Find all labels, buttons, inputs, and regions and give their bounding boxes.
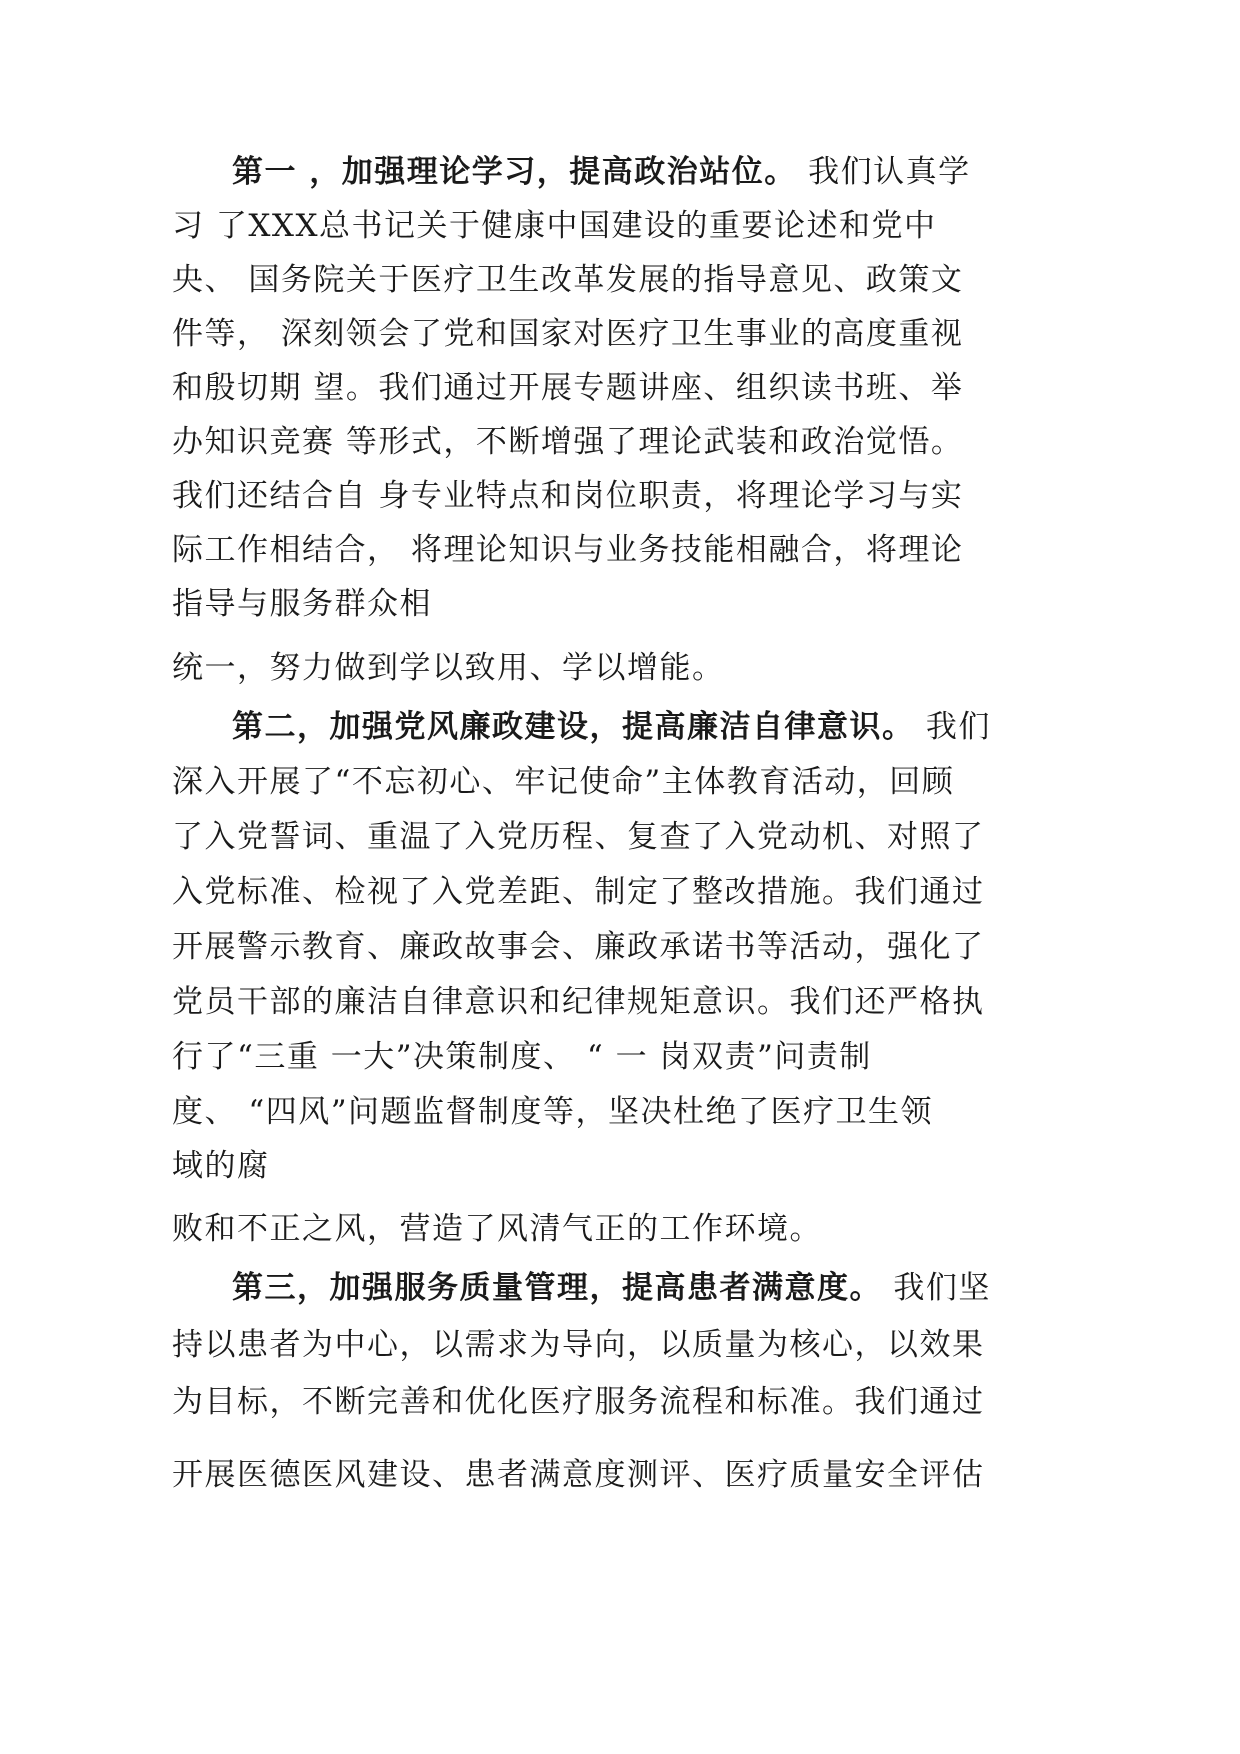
paragraph-3-line: 开展医德医风建设、患者满意度测评、医疗质量安全评估 — [172, 1457, 985, 1493]
paragraph-1-line: 统一，努力做到学以致用、学以增能。 — [172, 650, 725, 686]
paragraph-2-line: 败和不正之风，营造了风清气正的工作环境。 — [172, 1211, 822, 1247]
paragraph-1-heading: 第一 ，加强理论学习，提高政治站位。 — [232, 154, 797, 190]
paragraph-2-line: 度、 “四风”问题监督制度等，坚决杜绝了医疗卫生领 — [172, 1094, 934, 1130]
paragraph-1-line: 和殷切期 望。我们通过开展专题讲座、组织读书班、举 — [172, 370, 964, 406]
paragraph-2-line: 党员干部的廉洁自律意识和纪律规矩意识。我们还严格执 — [172, 984, 985, 1020]
paragraph-1-line: 央、 国务院关于医疗卫生改革发展的指导意见、政策文 — [172, 262, 964, 298]
paragraph-1-line: 办知识竞赛 等形式，不断增强了理论武装和政治觉悟。 — [172, 424, 964, 460]
paragraph-3-heading: 第三，加强服务质量管理，提高患者满意度。 — [232, 1270, 882, 1306]
paragraph-2-line: 开展警示教育、廉政故事会、廉政承诺书等活动，强化了 — [172, 929, 985, 965]
paragraph-2-line: 了入党誓词、重温了入党历程、复查了入党动机、对照了 — [172, 819, 985, 855]
paragraph-1-line: 际工作相结合， 将理论知识与业务技能相融合，将理论 — [172, 532, 964, 568]
paragraph-1-line: 习 了XXX总书记关于健康中国建设的重要论述和党中 — [172, 208, 937, 244]
paragraph-1-line-text: 我们认真学 — [796, 154, 971, 190]
paragraph-3-first-line — [232, 1268, 991, 1308]
paragraph-2-line: 域的腐 — [172, 1148, 270, 1184]
paragraph-2-line: 深入开展了“不忘初心、牢记使命”主体教育活动，回顾 — [172, 764, 955, 800]
paragraph-2-line: 行了“三重 一大”决策制度、 “ 一 岗双责”问责制 — [172, 1039, 872, 1075]
paragraph-1-line: 指导与服务群众相 — [172, 586, 432, 622]
paragraph-1-line: 件等， 深刻领会了党和国家对医疗卫生事业的高度重视 — [172, 316, 964, 352]
paragraph-3-line-text: 我们坚 — [882, 1270, 991, 1306]
paragraph-3-line: 为目标，不断完善和优化医疗服务流程和标准。我们通过 — [172, 1384, 985, 1420]
paragraph-2-line: 入党标准、检视了入党差距、制定了整改措施。我们通过 — [172, 874, 985, 910]
paragraph-1-line: 我们还结合自 身专业特点和岗位职责，将理论学习与实 — [172, 478, 964, 514]
paragraph-3-line: 持以患者为中心，以需求为导向，以质量为核心，以效果 — [172, 1327, 985, 1363]
paragraph-1-first-line — [232, 152, 971, 192]
paragraph-2-line-text: 我们 — [914, 709, 991, 745]
paragraph-2-first-line — [232, 707, 991, 747]
paragraph-2-heading: 第二，加强党风廉政建设，提高廉洁自律意识。 — [232, 709, 915, 745]
